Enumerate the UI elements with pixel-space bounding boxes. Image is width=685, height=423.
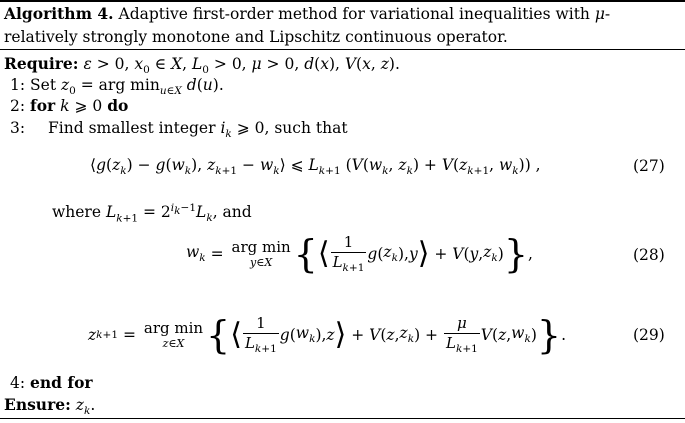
ensure-label: Ensure: (4, 395, 71, 414)
top-rule (0, 0, 685, 2)
algorithm-title-line2: relatively strongly monotone and Lipschitz continuous operator. (4, 28, 508, 46)
step-1-text: Set $z_0$ = arg $\min_{u\in X} d(u)$. (30, 76, 224, 98)
brace-open-29: { (206, 313, 231, 357)
step-4 (10, 373, 93, 393)
equation-28-number: (28) (633, 246, 665, 264)
equation-27: $⟨g(z_k) - g(w_k)$, $z_{k+1}$ − $w_k⟩$ ⩽ $L_{k+1}$ ($V(w_k$, $z_k) + V(z_{k+1}$, $w_k$)) , (90, 156, 541, 178)
step-1-number: 1: (10, 76, 26, 94)
equation-27-number: (27) (633, 157, 665, 175)
step-3 (10, 118, 348, 144)
where-line: where $L_{k+1} = 2^{i_k-1}L_k$, and (52, 202, 252, 225)
step-2 (10, 96, 128, 116)
fraction-28: $\frac{1}{L_{k+1}}$ (332, 232, 365, 274)
algorithm-title-line1: Adaptive first-order method for variational inequalities with μ- (118, 5, 611, 23)
end-for-keyword: end for (30, 373, 93, 392)
algorithm-caption (4, 4, 610, 24)
brace-open-28: { (293, 232, 318, 276)
brace-close-29: } (536, 313, 562, 357)
for-keyword: for (30, 96, 56, 115)
step-3-number: 3: (10, 119, 26, 137)
equation-29-number: (29) (633, 326, 665, 344)
fraction-29a: $\frac{1}{L_{k+1}}$ (244, 313, 277, 355)
step-2-text: k ⩾ 0 (60, 97, 103, 115)
do-keyword: do (107, 96, 129, 115)
ensure-text: $z_k$. (75, 396, 96, 418)
step-3-text: Find smallest integer $i_k$ ⩾ 0, such that (48, 119, 348, 141)
argmin-28: arg min y∈X (231, 238, 291, 269)
equation-28: $w_k$ = arg min y∈X { ⟨ $\frac{1}{L_{k+1}}$ g ( $z_k$ ), y ⟩ + V ( y , $z_k$ ) } , (186, 232, 533, 276)
step-4-number: 4: (10, 374, 26, 392)
brace-close-28: } (503, 232, 529, 276)
equation-29: z k+1 = arg min z∈X { ⟨ $\frac{1}{L_{k+1}}$ g ( $w_k$ ), z ⟩ + V ( z , $z_k$ ) + $\frac{\mu}{L_{k+1}}$ V ( z , $w_k$ ) } . (88, 313, 567, 357)
step-2-number: 2: (10, 97, 26, 115)
argmin-29: arg min z∈X (143, 319, 204, 350)
title-rule (0, 49, 685, 50)
require-label: Require: (4, 54, 79, 73)
algorithm-label: Algorithm 4. (4, 4, 114, 23)
require-text: ε > 0, $x_0$ ∈ X, $L_0 > 0$, μ > 0, d(x), V(x, z). (83, 55, 400, 77)
fraction-29b: $\frac{\mu}{L_{k+1}}$ (445, 313, 478, 355)
bottom-rule (0, 418, 685, 419)
ensure-line (4, 395, 95, 421)
